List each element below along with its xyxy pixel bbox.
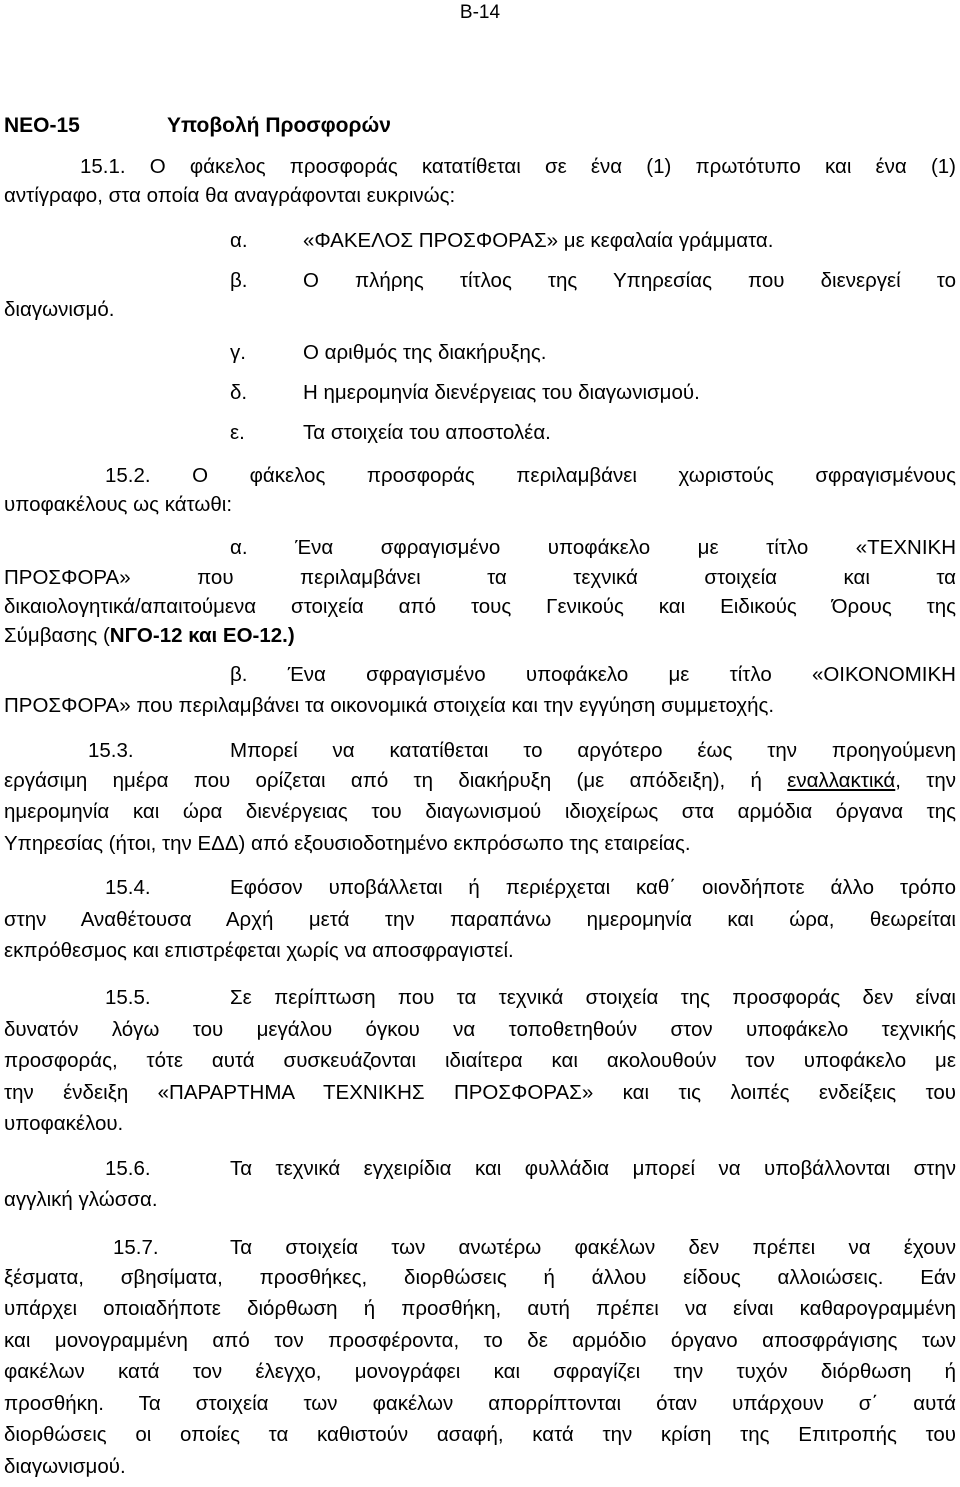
section-code: ΝΕΟ-15 [4, 114, 80, 137]
para-15-5-line-2: δυνατόν λόγω του μεγάλου όγκου να τοποθετηθούν στον υποφάκελο τεχνικής [4, 1018, 956, 1041]
para-15-6-line-2: αγγλική γλώσσα. [4, 1188, 158, 1211]
para-15-7-line-1: Τα στοιχεία των ανωτέρω φακέλων δεν πρέπει να έχουν [230, 1236, 956, 1259]
sub-a-line-4-text: Σύμβασης ( [4, 624, 110, 647]
para-15-4-line-3: εκπρόθεσμος και επιστρέφεται χωρίς να αποσφραγιστεί. [4, 939, 514, 962]
sub-b-line-1: β. Ένα σφραγισμένο υποφάκελο με τίτλο «ΟΙΚΟΝΟΜΙΚΗ [230, 663, 956, 686]
item-d-text: Η ημερομηνία διενέργειας του διαγωνισμού. [303, 381, 700, 404]
para-15-7-number: 15.7. [113, 1236, 159, 1259]
para-15-2-line-2: υποφακέλους ως κάτωθι: [4, 493, 233, 516]
sub-a-line-1: α. Ένα σφραγισμένο υποφάκελο με τίτλο «ΤΕΧΝΙΚΗ [230, 536, 956, 559]
item-b-label: β. [230, 269, 248, 292]
para-15-1-line-2: αντίγραφο, στα οποία θα αναγράφονται ευκρινώς: [4, 184, 456, 207]
para-15-6-line-1: Τα τεχνικά εγχειρίδια και φυλλάδια μπορεί να υποβάλλονται στην [230, 1157, 956, 1180]
para-15-5-line-5: υποφακέλου. [4, 1112, 124, 1135]
para-15-7-line-8: διαγωνισμού. [4, 1455, 126, 1478]
para-15-7-line-3: υπάρχει οποιαδήποτε διόρθωση ή προσθήκη, αυτή πρέπει να είναι καθαρογραμμένη [4, 1297, 956, 1320]
item-e-label: ε. [230, 421, 245, 444]
para-15-3-line-2-end: , την [895, 769, 957, 792]
alternatively-underlined: εναλλακτικά [787, 769, 896, 792]
para-15-4-number: 15.4. [105, 876, 151, 899]
page-number: Β-14 [459, 2, 501, 23]
para-15-3-number: 15.3. [88, 739, 134, 762]
item-b-continuation: διαγωνισμό. [4, 298, 115, 321]
item-b-text: Ο πλήρης τίτλος της Υπηρεσίας που διενεργεί το [303, 269, 956, 292]
para-15-1-line-1: 15.1. Ο φάκελος προσφοράς κατατίθεται σε ένα (1) πρωτότυπο και ένα (1) [80, 155, 956, 178]
para-15-3-line-2-text: εργάσιμη ημέρα που ορίζεται από τη διακήρυξη (με απόδειξη), ή [4, 769, 788, 792]
para-15-3-line-3: ημερομηνία και ώρα διενέργειας του διαγωνισμού ιδιοχείρως στα αρμόδια όργανα της [4, 800, 956, 823]
item-c-text: Ο αριθμός της διακήρυξης. [303, 341, 547, 364]
para-15-6-number: 15.6. [105, 1157, 151, 1180]
para-15-3-line-4: Υπηρεσίας (ήτοι, την ΕΔΔ) από εξουσιοδοτημένο εκπρόσωπο της εταιρείας. [4, 832, 691, 855]
item-a-text: «ΦΑΚΕΛΟΣ ΠΡΟΣΦΟΡΑΣ» με κεφαλαία γράμματα. [303, 229, 774, 252]
sub-a-line-2: ΠΡΟΣΦΟΡΑ» που περιλαμβάνει τα τεχνικά στοιχεία και τα [4, 566, 956, 589]
sub-a-reference: ΝΓΟ-12 και ΕΟ-12.) [109, 624, 295, 647]
item-a-label: α. [230, 229, 248, 252]
para-15-4-line-2: στην Αναθέτουσα Αρχή μετά την παραπάνω ημερομηνία και ώρα, θεωρείται [4, 908, 956, 931]
para-15-2-line-1: 15.2. Ο φάκελος προσφοράς περιλαμβάνει χωριστούς σφραγισμένους [105, 464, 956, 487]
item-d-label: δ. [230, 381, 248, 404]
para-15-5-line-3: προσφοράς, τότε αυτά συσκευάζονται ιδιαίτερα και ακολουθούν τον υποφάκελο με [4, 1049, 956, 1072]
para-15-5-line-4: την ένδειξη «ΠΑΡΑΡΤΗΜΑ ΤΕΧΝΙΚΗΣ ΠΡΟΣΦΟΡΑΣ» και τις λοιπές ενδείξεις του [4, 1081, 956, 1104]
item-e-text: Τα στοιχεία του αποστολέα. [303, 421, 551, 444]
sub-a-line-3: δικαιολογητικά/απαιτούμενα στοιχεία από τους Γενικούς και Ειδικούς Όρους της [4, 595, 956, 618]
para-15-5-line-1: Σε περίπτωση που τα τεχνικά στοιχεία της προσφοράς δεν είναι [230, 986, 956, 1009]
para-15-3-line-1: Μπορεί να κατατίθεται το αργότερο έως την προηγούμενη [230, 739, 956, 762]
para-15-4-line-1: Εφόσον υποβάλλεται ή περιέρχεται καθ΄ οιονδήποτε άλλο τρόπο [230, 876, 956, 899]
sub-a-line-4 [4, 623, 956, 649]
para-15-5-number: 15.5. [105, 986, 151, 1009]
item-c-label: γ. [230, 341, 246, 364]
sub-b-line-2: ΠΡΟΣΦΟΡΑ» που περιλαμβάνει τα οικονομικά στοιχεία και την εγγύηση συμμετοχής. [4, 694, 775, 717]
para-15-7-line-2: ξέσματα, σβησίματα, προσθήκες, διορθώσεις ή άλλου είδους αλλοιώσεις. Εάν [4, 1266, 956, 1289]
para-15-3-line-2 [4, 768, 956, 794]
para-15-7-line-4: και μονογραμμένη από τον προσφέροντα, το δε αρμόδιο όργανο αποσφράγισης των [4, 1329, 956, 1352]
para-15-7-line-5: φακέλων κατά τον έλεγχο, μονογράφει και σφραγίζει την τυχόν διόρθωση ή [4, 1360, 956, 1383]
para-15-7-line-7: διορθώσεις οι οποίες τα καθιστούν ασαφή, κατά την κρίση της Επιτροπής του [4, 1423, 956, 1446]
section-title: Υποβολή Προσφορών [167, 114, 391, 137]
para-15-7-line-6: προσθήκη. Τα στοιχεία των φακέλων απορρίπτονται όταν υπάρχουν σ΄ αυτά [4, 1392, 956, 1415]
section-heading [4, 114, 391, 138]
